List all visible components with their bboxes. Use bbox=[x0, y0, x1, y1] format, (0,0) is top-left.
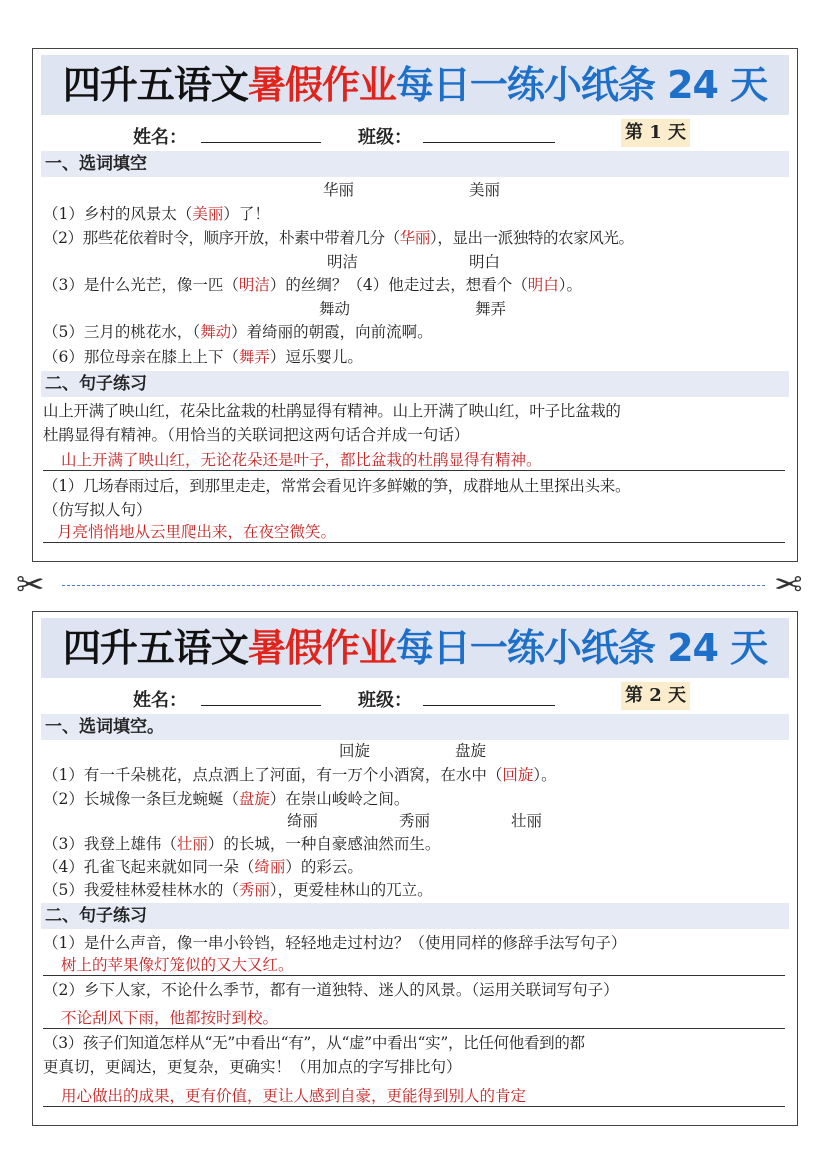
question-item: （3）是什么光芒，像一匹（明洁）的丝绸？（4）他走过去，想看个（明白）。 bbox=[43, 276, 583, 294]
class-label: 班级： bbox=[358, 127, 412, 148]
question-text: 杜鹃显得有精神。（用恰当的关联词把这两句话合并成一句话） bbox=[43, 426, 470, 444]
option-word: 绮丽 bbox=[287, 812, 319, 830]
section-sentence-practice: 二、句子练习 bbox=[41, 903, 789, 929]
answer-text: 壮丽 bbox=[176, 835, 208, 853]
name-blank[interactable] bbox=[201, 142, 321, 143]
answer-text: 美丽 bbox=[192, 205, 224, 223]
question-item: （2）长城像一条巨龙蜿蜒（盘旋）在崇山峻岭之间。 bbox=[43, 790, 410, 808]
question-item: （3）我登上雄伟（壮丽）的长城，一种自豪感油然而生。 bbox=[43, 835, 441, 853]
answer-text: 绮丽 bbox=[254, 858, 286, 876]
answer-text: 山上开满了映山红，无论花朵还是叶子，都比盆栽的杜鹃显得有精神。 bbox=[61, 451, 542, 469]
option-word: 盘旋 bbox=[455, 742, 487, 760]
title-banner bbox=[41, 618, 789, 678]
worksheet-day-1 bbox=[32, 48, 798, 562]
question-text: （2）乡下人家，不论什么季节，都有一道独特、迷人的风景。（运用关联词写句子） bbox=[43, 981, 619, 999]
answer-line bbox=[43, 542, 785, 543]
title-banner bbox=[41, 55, 789, 115]
scissors-icon: ✂ bbox=[16, 565, 45, 605]
question-text: （1）几场春雨过后，到那里走走，常常会看见许多鲜嫩的笋，成群地从土里探出头来。 bbox=[43, 477, 631, 495]
question-item: （5）三月的桃花水，（舞动）着绮丽的朝霞，向前流啊。 bbox=[43, 323, 433, 341]
class-blank[interactable] bbox=[423, 142, 555, 143]
answer-line bbox=[43, 470, 785, 471]
question-item: （5）我爱桂林爱桂林水的（秀丽），更爱桂林山的兀立。 bbox=[43, 881, 433, 899]
answer-text: 用心做出的成果，更有价值，更让人感到自豪，更能得到别人的肯定 bbox=[61, 1087, 527, 1105]
question-text: （仿写拟人句） bbox=[43, 501, 152, 519]
section-word-choice: 一、选词填空 bbox=[41, 151, 789, 177]
question-text: 更真切，更阔达，更复杂，更确实！（用加点的字写排比句） bbox=[43, 1058, 462, 1076]
option-word: 回旋 bbox=[339, 742, 371, 760]
worksheet-day-2 bbox=[32, 611, 798, 1126]
option-word: 壮丽 bbox=[511, 812, 543, 830]
answer-text: 明洁 bbox=[238, 276, 270, 294]
question-item: （1）有一千朵桃花，点点洒上了河面，有一万个小酒窝，在水中（回旋）。 bbox=[43, 766, 557, 784]
answer-text: 舞动 bbox=[200, 323, 232, 341]
answer-text: 不论刮风下雨，他都按时到校。 bbox=[61, 1009, 279, 1027]
section-sentence-practice: 二、句子练习 bbox=[41, 371, 789, 397]
question-text: 山上开满了映山红，花朵比盆栽的杜鹃显得有精神。山上开满了映山红，叶子比盆栽的 bbox=[43, 402, 621, 420]
answer-line bbox=[43, 975, 785, 976]
question-item: （1）乡村的风景太（美丽）了！ bbox=[43, 205, 270, 223]
option-word: 明洁 bbox=[327, 253, 359, 271]
name-blank[interactable] bbox=[201, 705, 321, 706]
scissors-icon: ✂ bbox=[774, 565, 803, 605]
answer-text: 秀丽 bbox=[238, 881, 270, 899]
title-part-3: 每日一练小纸条 24 天 bbox=[395, 626, 768, 670]
question-text: （3）孩子们知道怎样从“无”中看出“有”，从“虚”中看出“实”，比任何他看到的都 bbox=[43, 1034, 585, 1052]
option-word: 华丽 bbox=[323, 181, 355, 199]
question-item: （4）孔雀飞起来就如同一朵（绮丽）的彩云。 bbox=[43, 858, 363, 876]
student-info-row bbox=[33, 680, 797, 712]
question-item: （2）那些花依着时令，顺序开放，朴素中带着几分（华丽），显出一派独特的农家风光。 bbox=[43, 229, 634, 247]
answer-text: 舞弄 bbox=[238, 348, 270, 366]
title-part-3: 每日一练小纸条 24 天 bbox=[395, 63, 768, 107]
class-blank[interactable] bbox=[423, 705, 555, 706]
day-badge: 第 2 天 bbox=[621, 682, 690, 710]
title-part-1: 四升五语文 bbox=[62, 63, 248, 107]
answer-text: 华丽 bbox=[399, 229, 430, 247]
title-part-1: 四升五语文 bbox=[62, 626, 248, 670]
answer-line bbox=[43, 1106, 785, 1107]
question-item: （6）那位母亲在膝上上下（舞弄）逗乐婴儿。 bbox=[43, 348, 363, 366]
answer-text: 树上的苹果像灯笼似的又大又红。 bbox=[61, 956, 294, 974]
answer-line bbox=[43, 1028, 785, 1029]
question-text: （1）是什么声音，像一串小铃铛，轻轻地走过村边？（使用同样的修辞手法写句子） bbox=[43, 934, 627, 952]
answer-text: 明白 bbox=[527, 276, 559, 294]
class-label: 班级： bbox=[358, 690, 412, 711]
title-part-2: 暑假作业 bbox=[247, 626, 396, 670]
option-word: 秀丽 bbox=[399, 812, 431, 830]
option-word: 舞弄 bbox=[475, 300, 507, 318]
title-part-2: 暑假作业 bbox=[247, 63, 396, 107]
option-word: 美丽 bbox=[469, 181, 501, 199]
day-badge: 第 1 天 bbox=[621, 119, 690, 147]
cut-line bbox=[62, 585, 765, 586]
section-word-choice: 一、选词填空。 bbox=[41, 714, 789, 740]
option-word: 明白 bbox=[469, 253, 501, 271]
answer-text: 月亮悄悄地从云里爬出来，在夜空微笑。 bbox=[57, 523, 337, 541]
answer-text: 盘旋 bbox=[238, 790, 270, 808]
name-label: 姓名： bbox=[133, 127, 187, 148]
answer-text: 回旋 bbox=[502, 766, 534, 784]
option-word: 舞动 bbox=[319, 300, 351, 318]
name-label: 姓名： bbox=[133, 690, 187, 711]
student-info-row bbox=[33, 117, 797, 149]
